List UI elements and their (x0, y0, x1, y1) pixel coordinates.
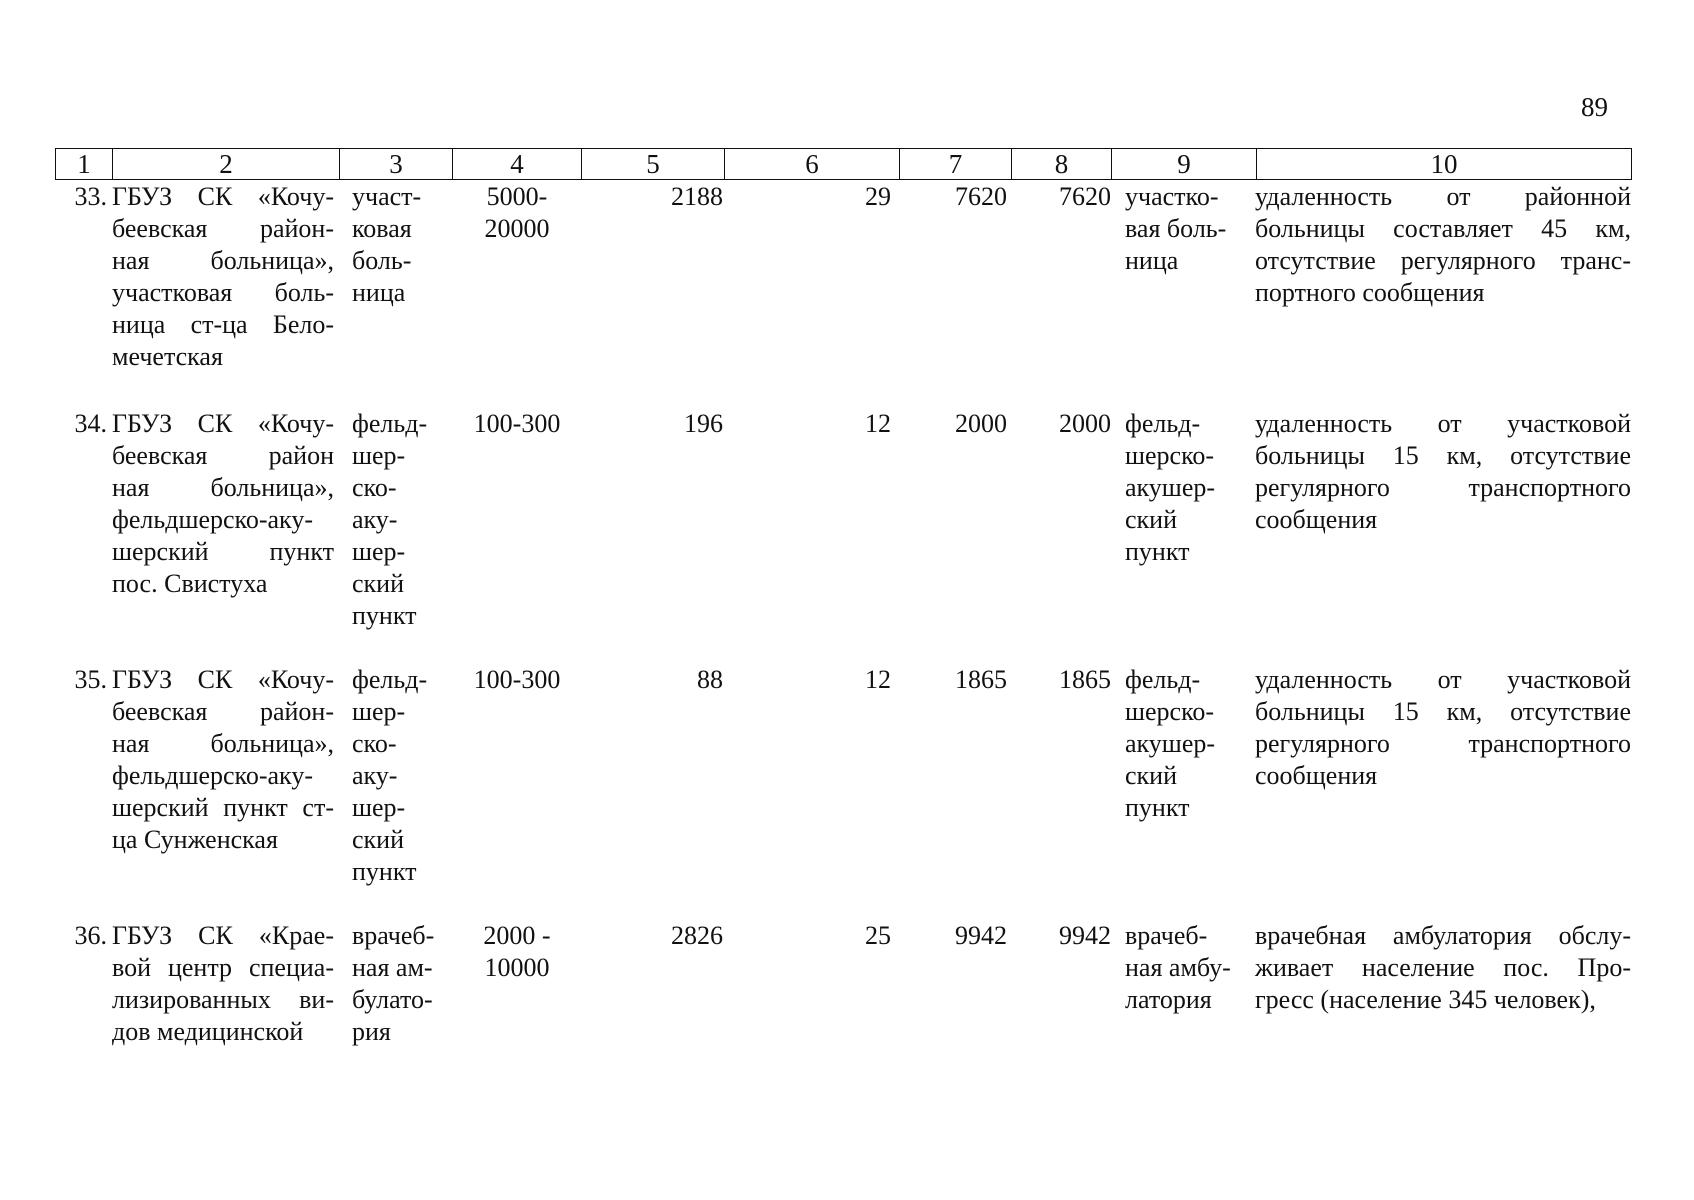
cell-line: 10000 (484, 953, 550, 982)
value-col5: 2826 (671, 921, 723, 950)
cell-line: ная больница», (112, 729, 334, 758)
cell-line: больницы составляет 45 км, (1255, 214, 1631, 243)
cell-line: удаленность от районной (1255, 182, 1631, 211)
cell-line: пункт (352, 857, 417, 886)
cell-line: шерский пункт ст- (112, 793, 334, 822)
justification-text (1255, 664, 1631, 792)
cell-line: акушер- (1125, 729, 1216, 758)
value-col7: 7620 (955, 182, 1007, 211)
row-number: 33. (74, 182, 107, 211)
cell-line: рия (352, 1017, 391, 1046)
facility-type (352, 664, 442, 888)
justification-text (1255, 408, 1631, 536)
table-row (55, 664, 1631, 886)
population-range (452, 920, 582, 984)
cell-line: гресс (население 345 человек), (1255, 985, 1596, 1014)
header-cell: 10 (1257, 149, 1632, 180)
cell-line: 2000 - (483, 921, 551, 950)
cell-line: ско- (352, 729, 397, 758)
cell-line: дов медицинской (112, 1017, 304, 1046)
cell-line: портного сообщения (1255, 278, 1485, 307)
table-row (55, 408, 1631, 630)
cell-line: фельд- (1125, 409, 1201, 438)
cell-line: участко- (1125, 182, 1219, 211)
value-col6: 25 (865, 921, 891, 950)
cell-line: отсутствие регулярного транс- (1255, 246, 1631, 275)
cell-line: ГБУЗ СК «Кочу- (112, 182, 334, 211)
cell-line: ский (352, 569, 404, 598)
table-row (55, 920, 1631, 1046)
header-cell: 9 (1112, 149, 1257, 180)
cell-line: ский (1125, 505, 1177, 534)
cell-line: сообщения (1255, 505, 1378, 534)
header-cell: 1 (56, 149, 113, 180)
cell-line: ница (352, 278, 406, 307)
cell-line: булато- (352, 985, 433, 1014)
cell-line: пункт (1125, 793, 1190, 822)
cell-line: ГБУЗ СК «Крае- (112, 921, 334, 950)
row-number: 35. (74, 665, 107, 694)
cell-line: ГБУЗ СК «Кочу- (112, 409, 334, 438)
header-cell: 2 (113, 149, 340, 180)
cell-line: шерский пункт (112, 537, 334, 566)
cell-line: беевская район- (112, 214, 334, 243)
header-cell: 3 (340, 149, 453, 180)
value-col5: 88 (697, 665, 723, 694)
cell-line: шерско- (1125, 697, 1215, 726)
cell-line: врачеб- (1125, 921, 1208, 950)
cell-line: живает население пос. Про- (1255, 953, 1631, 982)
value-col6: 12 (865, 409, 891, 438)
cell-line: 20000 (484, 214, 550, 243)
cell-line: ница ст-ца Бело- (112, 310, 334, 339)
cell-line: пункт (1125, 537, 1190, 566)
cell-line: беевская район- (112, 697, 334, 726)
cell-line: вой центр специа- (112, 953, 334, 982)
page-number: 89 (1581, 92, 1608, 122)
cell-line: фельдшерско-аку- (112, 761, 313, 790)
institution-name (112, 920, 334, 1048)
cell-line: шер- (352, 441, 406, 470)
cell-line: ная амбу- (1125, 953, 1231, 982)
cell-line: латория (1125, 985, 1212, 1014)
value-col7: 2000 (955, 409, 1007, 438)
value-col6: 12 (865, 665, 891, 694)
cell-line: аку- (352, 761, 398, 790)
header-cell: 5 (582, 149, 725, 180)
value-col6: 29 (865, 182, 891, 211)
cell-line: лизированных ви- (112, 985, 334, 1014)
value-col7: 1865 (955, 665, 1007, 694)
cell-line: фельд- (1125, 665, 1201, 694)
row-number: 36. (74, 921, 107, 950)
cell-line: сообщения (1255, 761, 1378, 790)
cell-line: 5000- (486, 182, 548, 211)
cell-line: регулярного транспортного (1255, 729, 1631, 758)
header-row (56, 149, 1632, 180)
cell-line: 100-300 (473, 409, 561, 438)
cell-line: шер- (352, 793, 406, 822)
cell-line: удаленность от участковой (1255, 409, 1631, 438)
value-col8: 1865 (1059, 665, 1111, 694)
cell-line: участ- (352, 182, 422, 211)
cell-line: ная больница», (112, 473, 334, 502)
header-cell: 7 (900, 149, 1012, 180)
facility-category (1125, 408, 1255, 568)
institution-name (112, 664, 334, 856)
value-col5: 196 (684, 409, 723, 438)
cell-line: ГБУЗ СК «Кочу- (112, 665, 334, 694)
cell-line: шерско- (1125, 441, 1215, 470)
cell-line: больницы 15 км, отсутствие (1255, 697, 1631, 726)
cell-line: ско- (352, 473, 397, 502)
cell-line: врачеб- (352, 921, 435, 950)
cell-line: шер- (352, 537, 406, 566)
cell-line: фельдшерско-аку- (112, 505, 313, 534)
facility-type (352, 408, 442, 632)
column-header-table (55, 148, 1632, 180)
value-col8: 7620 (1059, 182, 1111, 211)
facility-category (1125, 664, 1255, 824)
header-cell: 4 (453, 149, 582, 180)
cell-line: пункт (352, 601, 417, 630)
cell-line: врачебная амбулатория обслу- (1255, 921, 1631, 950)
cell-line: пос. Свистуха (112, 569, 268, 598)
justification-text (1255, 181, 1631, 309)
cell-line: аку- (352, 505, 398, 534)
cell-line: ница (1125, 246, 1179, 275)
cell-line: регулярного транспортного (1255, 473, 1631, 502)
header-cell: 6 (725, 149, 900, 180)
cell-line: ная больница», (112, 246, 334, 275)
value-col8: 9942 (1059, 921, 1111, 950)
cell-line: шер- (352, 697, 406, 726)
cell-line: ский (352, 825, 404, 854)
cell-line: фельд- (352, 665, 428, 694)
facility-type (352, 181, 442, 309)
cell-line: 100-300 (473, 665, 561, 694)
facility-category (1125, 181, 1255, 277)
justification-text (1255, 920, 1631, 1016)
cell-line: удаленность от участковой (1255, 665, 1631, 694)
cell-line: ная ам- (352, 953, 433, 982)
cell-line: мечетская (112, 342, 223, 371)
row-number: 34. (74, 409, 107, 438)
cell-line: ковая (352, 214, 412, 243)
population-range (452, 408, 582, 440)
institution-name (112, 408, 334, 600)
value-col7: 9942 (955, 921, 1007, 950)
cell-line: акушер- (1125, 473, 1216, 502)
cell-line: участковая боль- (112, 278, 334, 307)
facility-type (352, 920, 442, 1048)
population-range (452, 664, 582, 696)
cell-line: больницы 15 км, отсутствие (1255, 441, 1631, 470)
institution-name (112, 181, 334, 373)
facility-category (1125, 920, 1255, 1016)
cell-line: фельд- (352, 409, 428, 438)
cell-line: вая боль- (1125, 214, 1227, 243)
value-col8: 2000 (1059, 409, 1111, 438)
value-col5: 2188 (671, 182, 723, 211)
cell-line: ский (1125, 761, 1177, 790)
cell-line: беевская район (112, 441, 334, 470)
cell-line: боль- (352, 246, 412, 275)
population-range (452, 181, 582, 245)
header-cell: 8 (1012, 149, 1112, 180)
cell-line: ца Сунженская (112, 825, 278, 854)
table-row (55, 181, 1631, 371)
